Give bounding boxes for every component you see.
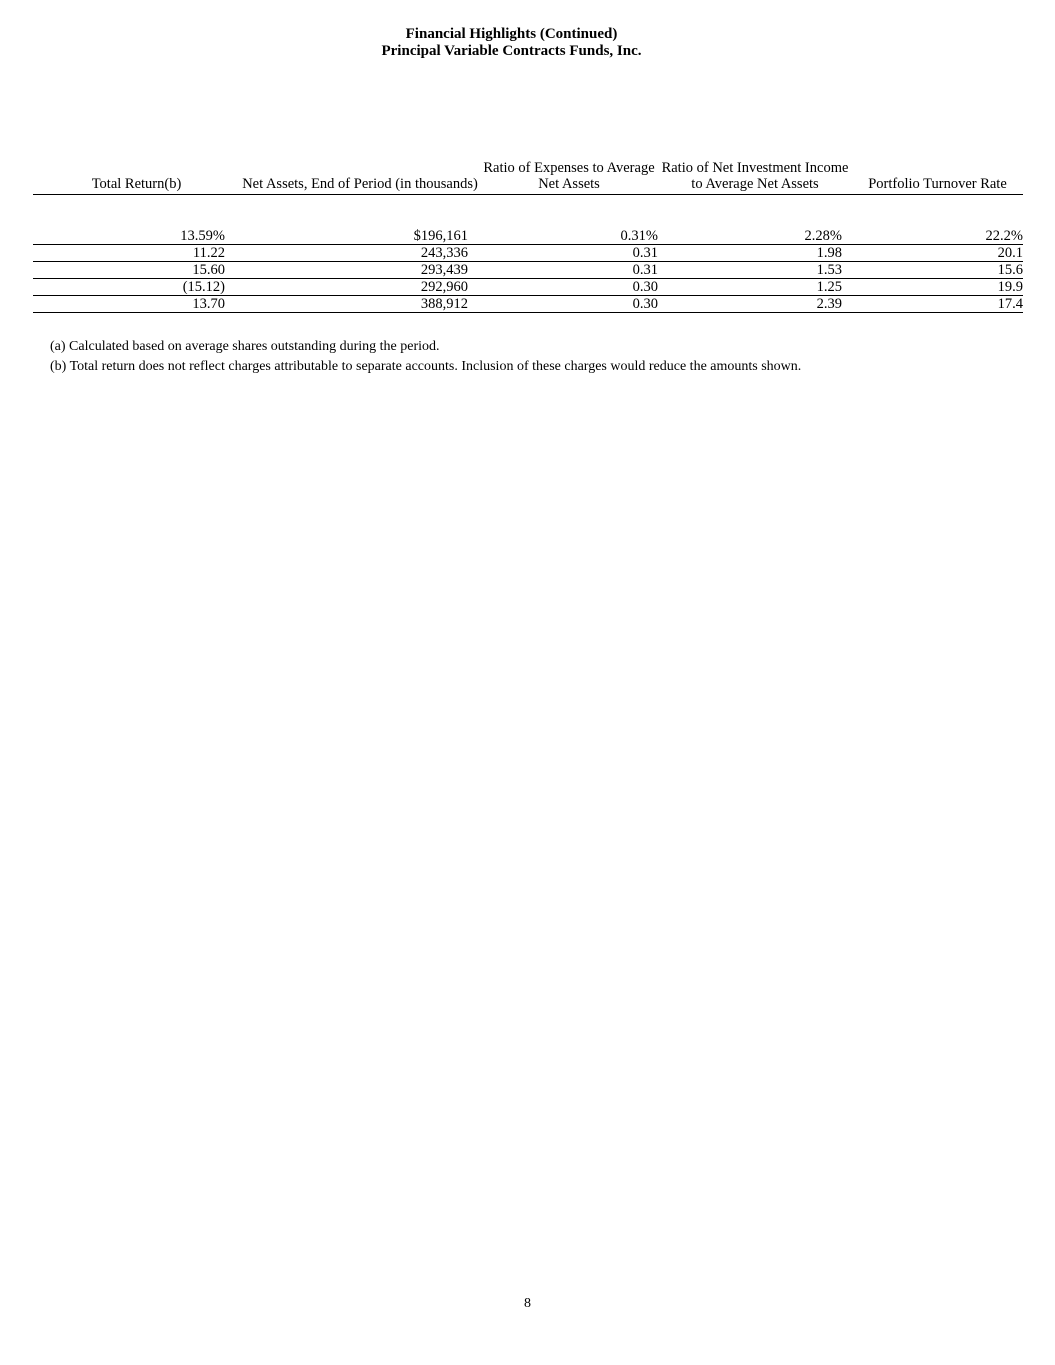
table-row xyxy=(33,245,1023,262)
table-cell: $196,161 xyxy=(240,228,480,245)
document-title xyxy=(0,26,1023,60)
page-number: 8 xyxy=(524,1296,531,1311)
table-cell: 13.59% xyxy=(33,228,240,245)
table-cell: 1.25 xyxy=(658,279,852,296)
table-cell: 17.4 xyxy=(852,296,1023,313)
table-cell: 0.30 xyxy=(480,279,658,296)
table-cell: 2.28% xyxy=(658,228,852,245)
column-header-portfolio-turnover: Portfolio Turnover Rate xyxy=(852,161,1023,195)
table-cell: 15.60 xyxy=(33,262,240,279)
table-cell: 11.22 xyxy=(33,245,240,262)
table-row xyxy=(33,262,1023,279)
financial-highlights-table xyxy=(33,161,1023,313)
table-cell: 388,912 xyxy=(240,296,480,313)
table-cell: 1.53 xyxy=(658,262,852,279)
table-cell: 19.9 xyxy=(852,279,1023,296)
column-header-net-investment-income-ratio: Ratio of Net Investment Income to Average Net Assets xyxy=(658,161,852,195)
table-cell: 13.70 xyxy=(33,296,240,313)
table-cell: 0.31 xyxy=(480,245,658,262)
table-cell: 22.2% xyxy=(852,228,1023,245)
table-header-row xyxy=(33,161,1023,195)
table-cell: 1.98 xyxy=(658,245,852,262)
table-cell: 20.1 xyxy=(852,245,1023,262)
column-header-total-return: Total Return(b) xyxy=(33,161,240,195)
footnote-a: (a) Calculated based on average shares outstanding during the period. xyxy=(50,339,440,354)
table-cell: 293,439 xyxy=(240,262,480,279)
footnote-b: (b) Total return does not reflect charges attributable to separate accounts. Inclusion of these charges would reduce the amounts shown. xyxy=(50,359,802,374)
table-cell: 0.31 xyxy=(480,262,658,279)
column-header-expense-ratio: Ratio of Expenses to Average Net Assets xyxy=(480,161,658,195)
table-cell: 0.31% xyxy=(480,228,658,245)
table-spacer-row xyxy=(33,195,1023,229)
document-title-line2: Principal Variable Contracts Funds, Inc. xyxy=(381,43,642,59)
document-title-line1: Financial Highlights (Continued) xyxy=(405,26,618,42)
table-row xyxy=(33,296,1023,313)
table-cell: 2.39 xyxy=(658,296,852,313)
table-cell: 15.6 xyxy=(852,262,1023,279)
column-header-net-assets: Net Assets, End of Period (in thousands) xyxy=(240,161,480,195)
table-cell: (15.12) xyxy=(33,279,240,296)
table-cell: 243,336 xyxy=(240,245,480,262)
table-row xyxy=(33,279,1023,296)
table-cell: 0.30 xyxy=(480,296,658,313)
footnotes xyxy=(50,337,1020,377)
table-cell: 292,960 xyxy=(240,279,480,296)
table-row xyxy=(33,228,1023,245)
